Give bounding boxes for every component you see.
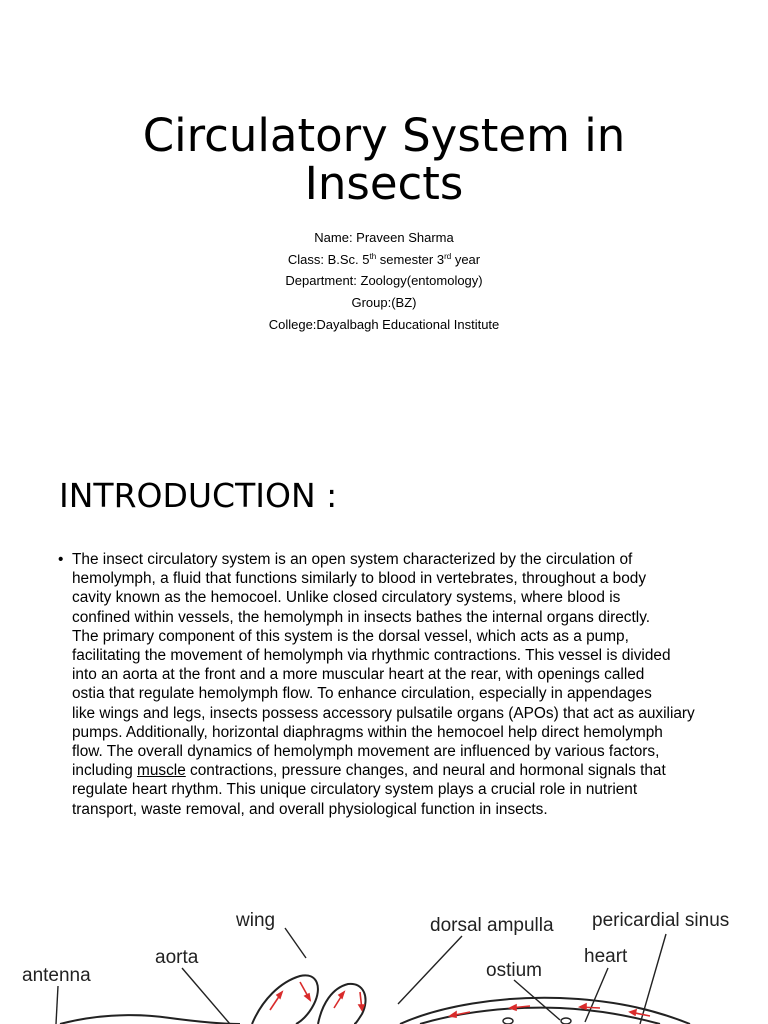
slide-title (40, 109, 728, 210)
line-text-after: contractions, pressure changes, and neural and hormonal signals that (185, 762, 666, 780)
intro-line: confined within vessels, the hemolymph in insects bathes the internal organs directly. (72, 608, 651, 626)
intro-line (72, 761, 718, 780)
flow-arrow-head (339, 992, 344, 998)
flow-arrow-head (630, 1010, 636, 1015)
class-suffix: year (451, 251, 481, 267)
intro-line: transport, waste removal, and overall physiological function in insects. (72, 800, 548, 818)
label-antenna: antenna (22, 965, 91, 986)
flow-arrow-head (305, 994, 310, 1000)
label-aorta: aorta (155, 947, 199, 968)
head-outline (60, 1015, 240, 1024)
wing-outline-1 (252, 975, 318, 1024)
intro-line: pumps. Additionally, horizontal diaphragms within the hemocoel help direct hemolymph (72, 723, 663, 741)
intro-line: into an aorta at the front and a more muscular heart at the rear, with openings called (72, 666, 645, 684)
author-info (100, 227, 668, 336)
author-college: College:Dayalbagh Educational Institute (268, 316, 500, 332)
author-department: Department: Zoology(entomology) (285, 273, 483, 289)
title-line-2: Insects (304, 157, 464, 210)
muscle-link[interactable]: muscle (137, 762, 186, 780)
leader-ostium (514, 980, 560, 1020)
label-ostium: ostium (486, 960, 542, 981)
intro-line: regulate heart rhythm. This unique circulatory system plays a crucial role in nutrient (72, 781, 638, 799)
leader-heart (585, 968, 608, 1022)
diagram-svg (0, 880, 768, 1024)
intro-line: like wings and legs, insects possess accessory pulsatile organs (APOs) that act as auxiliary (72, 704, 695, 722)
ostium-opening (561, 1018, 571, 1024)
line-text-before: including (72, 762, 138, 780)
title-slide (0, 0, 768, 440)
author-group: Group:(BZ) (351, 295, 417, 311)
body-outline (60, 975, 690, 1024)
ostium-opening (503, 1018, 513, 1024)
circulatory-diagram (0, 880, 768, 1024)
ostia (503, 1018, 571, 1024)
label-pericardial-sinus: pericardial sinus (592, 910, 730, 931)
flow-arrow-head (450, 1012, 456, 1017)
title-line-1: Circulatory System in (142, 109, 626, 162)
label-wing: wing (236, 910, 276, 931)
author-name: Name: Praveen Sharma (314, 230, 454, 245)
intro-line: ostia that regulate hemolymph flow. To enhance circulation, especially in appendages (72, 685, 652, 703)
leader-wing (285, 928, 306, 958)
intro-line: cavity known as the hemocoel. Unlike closed circulatory systems, where blood is (72, 589, 621, 607)
wing-outline-2 (318, 984, 366, 1024)
leader-aorta (182, 968, 230, 1024)
intro-line: flow. The overall dynamics of hemolymph movement are influenced by various factors, (72, 743, 660, 761)
intro-line: The primary component of this system is the dorsal vessel, which acts as a pump, (72, 627, 629, 645)
leader-dorsal-ampulla (398, 936, 462, 1004)
class-prefix: Class: B.Sc. 5 (287, 251, 370, 267)
intro-line: The insect circulatory system is an open system characterized by the circulation of (72, 551, 633, 568)
leader-antenna (56, 986, 58, 1024)
bullet-dot: • (58, 551, 64, 568)
flow-arrow-head (580, 1004, 586, 1009)
intro-heading: INTRODUCTION : (59, 476, 338, 515)
class-mid: semester 3 (376, 251, 445, 267)
intro-paragraph (72, 550, 718, 819)
class-sup-rd: rd (444, 251, 452, 261)
intro-line: facilitating the movement of hemolymph via rhythmic contractions. This vessel is divided (72, 647, 671, 665)
leader-pericardial-sinus (640, 934, 666, 1024)
label-dorsal-ampulla: dorsal ampulla (430, 915, 554, 936)
author-class (100, 249, 668, 271)
label-heart: heart (584, 946, 628, 967)
intro-bullet-item (58, 550, 718, 819)
class-sup-th: th (369, 251, 377, 261)
intro-line: hemolymph, a fluid that functions similarly to blood in vertebrates, throughout a body (72, 570, 647, 588)
